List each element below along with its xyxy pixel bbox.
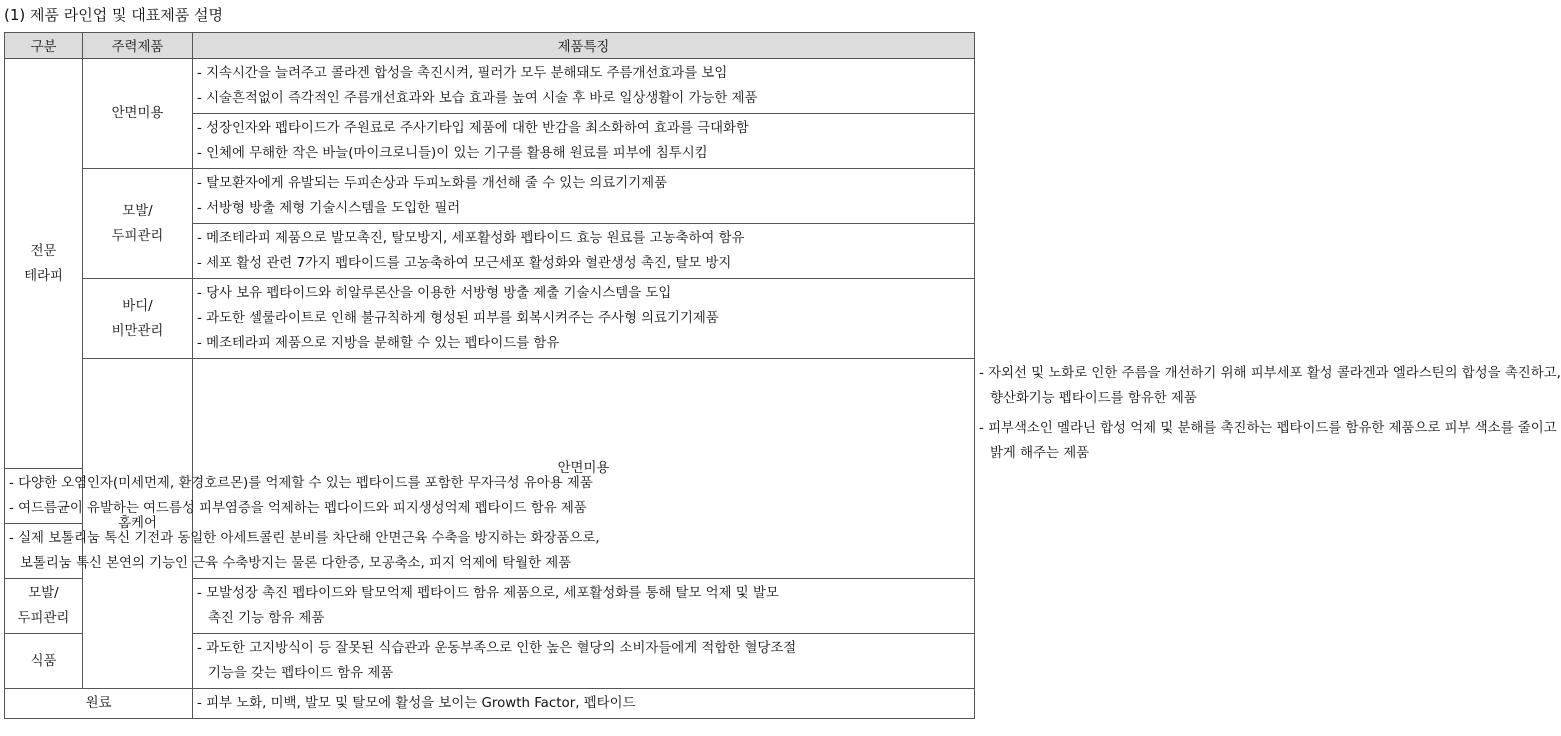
feature-cell	[193, 169, 975, 224]
feature-line: 향산화기능 펩타이드를 함유한 제품	[990, 391, 1197, 406]
table-row	[5, 59, 975, 114]
product-lineup-table	[4, 32, 1561, 719]
category-home-hair	[5, 579, 83, 634]
feature-line: - 인체에 무해한 작은 바늘(마이크로니들)이 있는 기구를 활용해 원료를 피부에 침투시킴	[197, 146, 708, 161]
feature-cell	[193, 114, 975, 169]
feature-cell	[193, 279, 975, 359]
section-label: 전문 테라피	[24, 243, 63, 284]
feature-line: - 세포 활성 관련 7가지 펩타이드를 고농축하여 모근세포 활성화와 혈관생성 촉진, 탈모 방지	[197, 256, 732, 271]
feature-cell	[193, 59, 975, 114]
category-label: 모발/ 두피관리	[111, 203, 164, 244]
feature-line: - 시술흔적없이 즉각적인 주름개선효과와 보습 효과를 높여 시술 후 바로 일상생활이 가능한 제품	[197, 91, 758, 106]
feature-line: - 실제 보톨리눔 톡신 기전과 동일한 아세트콜린 분비를 차단해 안면근육 수축을 방지하는 화장품으로,	[9, 531, 600, 546]
section-title: (1) 제품 라인업 및 대표제품 설명	[4, 6, 223, 24]
table-header-row	[5, 33, 975, 59]
feature-line: - 모발성장 촉진 펩타이드와 탈모억제 펩타이드 함유 제품으로, 세포활성화를 통해 탈모 억제 및 발모	[197, 586, 779, 601]
section-raw-material	[5, 689, 193, 719]
table-row	[5, 689, 975, 719]
category-label: 바디/ 비만관리	[111, 298, 164, 339]
category-home-food	[5, 634, 83, 689]
feature-line: - 피부 노화, 미백, 발모 및 탈모에 활성을 보이는 Growth Factor, 펩타이드	[197, 696, 636, 711]
section-label: 홈케어	[118, 516, 157, 531]
category-label: 식품	[30, 653, 57, 669]
category-label: 안면미용	[557, 461, 610, 476]
feature-line: 보톨리눔 톡신 본연의 기능인 근육 수축방지는 물론 다한증, 모공축소, 피지 억제에 탁월한 제품	[20, 556, 572, 571]
feature-cell	[193, 224, 975, 279]
feature-line: 촉진 기능 함유 제품	[208, 611, 325, 626]
category-pro-body	[83, 279, 193, 359]
feature-line: - 서방형 방출 제형 기술시스템을 도입한 필러	[197, 201, 461, 216]
category-pro-hair	[83, 169, 193, 279]
table-row: 홈케어 안면미용 - 자외선 및 노화로 인한 주름을 개선하기 위해 피부세포 활성 콜라겐과 엘라스틴의 합성을 촉진하고, 향산화기능 펩타이드를 함유한 제품	[5, 359, 975, 414]
category-label: 모발/ 두피관리	[17, 586, 70, 626]
section-pro-therapy	[5, 59, 83, 469]
category-label: 안면미용	[111, 106, 164, 121]
feature-line: - 여드름균이 유발하는 여드름성 피부염증을 억제하는 펩다이드와 피지생성억제 펩타이드 함유 제품	[9, 501, 587, 516]
feature-cell	[193, 634, 975, 689]
table-row: - 피부색소인 멜라닌 합성 억제 및 분해를 촉진하는 펩타이드를 함유한 제품으로 피부 색소를 줄이고 밝게 해주는 제품	[5, 414, 975, 469]
feature-line: - 과도한 셀룰라이트로 인해 불규칙하게 형성된 피부를 회복시켜주는 주사형 의료기기제품	[197, 311, 719, 326]
feature-line: - 다양한 오염인자(미세먼제, 환경호르몬)를 억제할 수 있는 펩타이드를 포함한 무자극성 유아용 제품	[9, 476, 593, 491]
feature-cell	[193, 689, 975, 719]
table-row	[5, 169, 975, 224]
category-pro-face	[83, 59, 193, 169]
feature-line: - 메조테라피 제품으로 지방을 분해할 수 있는 펩타이드를 함유	[197, 336, 560, 351]
feature-cell	[5, 524, 600, 579]
feature-line: - 지속시간을 늘려주고 콜라겐 합성을 촉진시켜, 필러가 모두 분해돼도 주름개선효과를 보임	[197, 66, 728, 81]
feature-cell	[193, 579, 975, 634]
feature-line: - 당사 보유 펩타이드와 히알루론산을 이용한 서방형 방출 제출 기술시스템을 도입	[197, 286, 672, 301]
header-gubun: 구분	[5, 33, 83, 59]
feature-line: - 탈모환자에게 유발되는 두피손상과 두피노화를 개선해 줄 수 있는 의료기기제품	[197, 176, 668, 191]
header-feature: 제품특징	[193, 33, 975, 59]
feature-line: - 성장인자와 펩타이드가 주원료로 주사기타입 제품에 대한 반감을 최소화하여 효과를 극대화함	[197, 121, 749, 136]
table-row	[5, 279, 975, 359]
section-label: 원료	[85, 696, 112, 711]
feature-line: 밝게 해주는 제품	[990, 446, 1090, 461]
feature-line: - 과도한 고지방식이 등 잘못된 식습관과 운동부족으로 인한 높은 혈당의 소비자들에게 적합한 혈당조절	[197, 641, 797, 656]
feature-line: - 메조테라피 제품으로 발모촉진, 탈모방지, 세포활성화 펩타이드 효능 원료를 고농축하여 함유	[197, 231, 745, 246]
section-homecare	[83, 359, 193, 689]
feature-line: 기능을 갖는 펩타이드 함유 제품	[208, 666, 394, 681]
header-main-product: 주력제품	[83, 33, 193, 59]
